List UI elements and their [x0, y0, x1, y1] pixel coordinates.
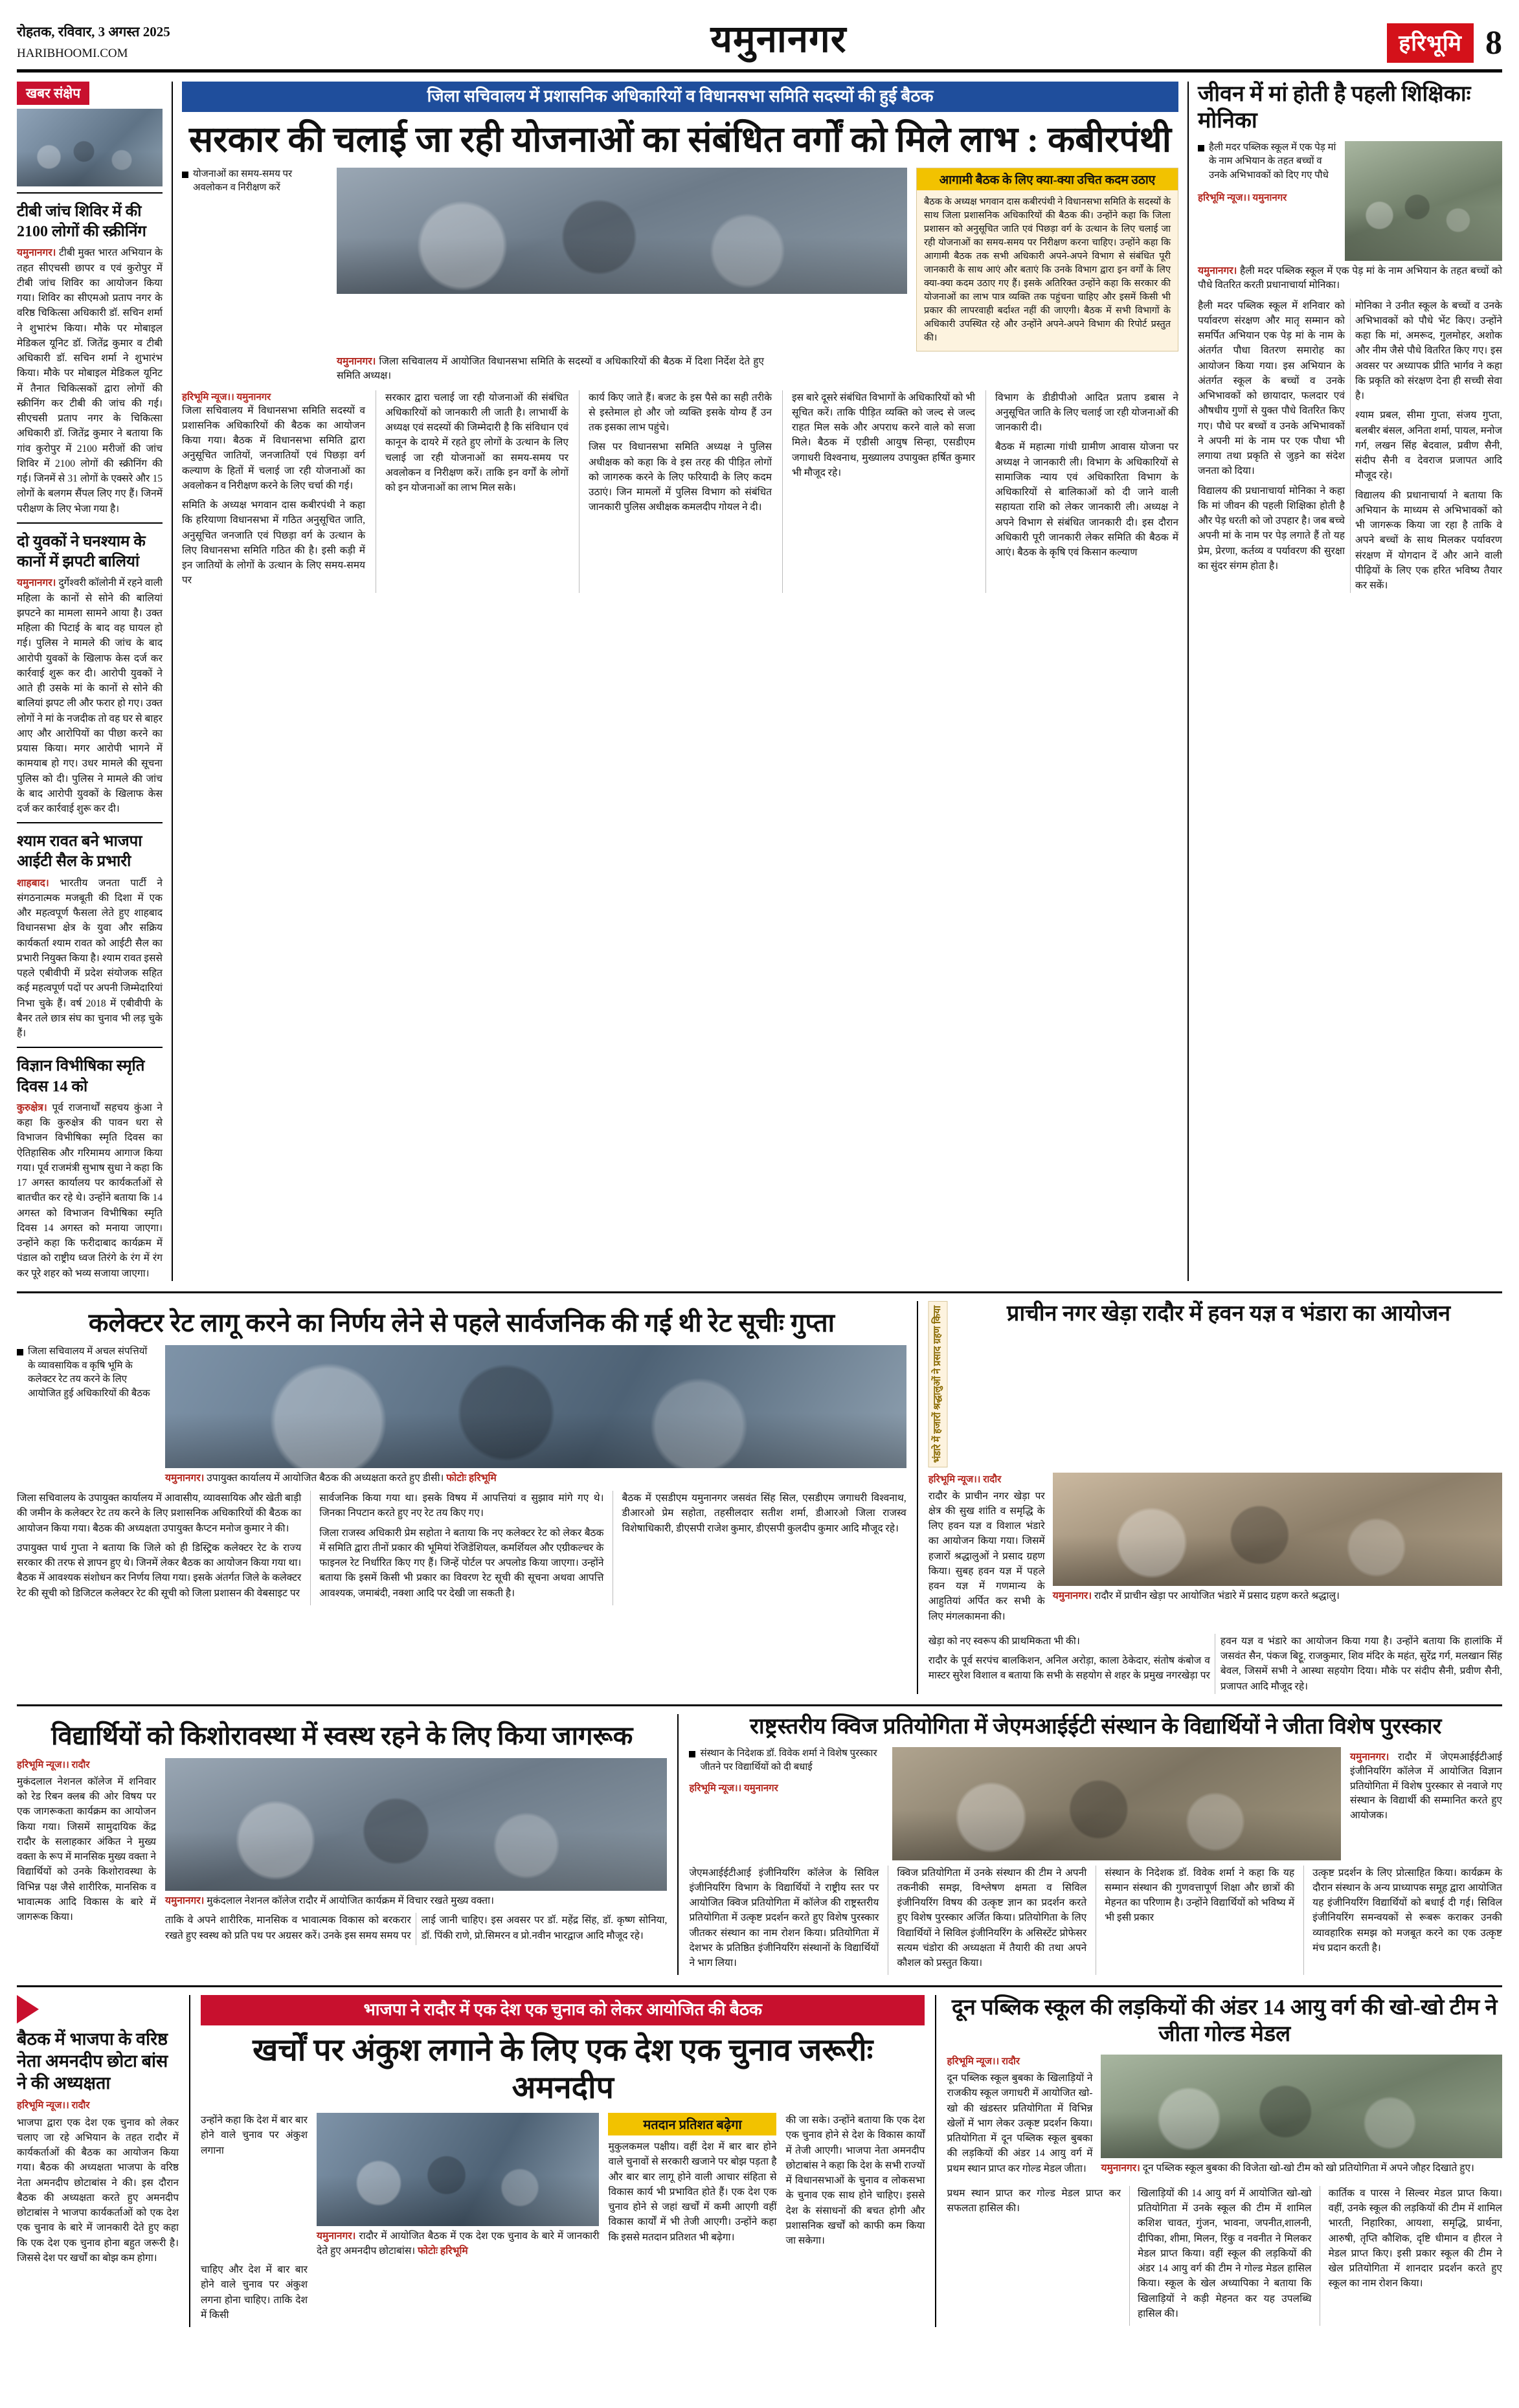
- right-dateline: हरिभूमि न्यूज।। यमुनानगर: [1198, 192, 1287, 203]
- right-photo-caption: [1198, 261, 1502, 293]
- lead-text: [589, 390, 772, 515]
- kho-dateline: हरिभूमि न्यूज।। रादौर: [947, 2057, 1020, 2068]
- quiz-col-2: [888, 1866, 1086, 1976]
- masthead-left: [17, 22, 170, 63]
- bottom-band: [17, 1995, 1502, 2327]
- right-bullet-text: हैली मदर पब्लिक स्कूल में एक पेड़ मां के नाम अभियान के तहत बच्चों व उनके अभिभावकों को दिए गए पौधे: [1209, 142, 1336, 181]
- health-left: [17, 1758, 156, 1930]
- paragraph: कार्तिक व पारस ने सिल्वर मेडल प्राप्त किया। वहीं, उनके स्कूल की लड़कियों की टीम में शामिल भारती, निहारिका, आयशा, समृद्धि, प्रार्थना, आरुषी, तृप्ति कौशिक, दृष्टि धीमान व हीरल ने मेडल प्राप्त किए। इसी प्रकार स्कूल की टीम ने खेल प्रतियोगिता में शानदार प्रदर्शन करते हुए स्कूल का नाम रोशन किया।: [1328, 2187, 1502, 2290]
- paragraph: क्विज प्रतियोगिता में उनके संस्थान की टीम ने अपनी तकनीकी समझ, विश्लेषण क्षमता व सिविल इंजीनियरिंग विषय की उत्कृष्ट ज्ञान का प्रदर्शन करते हुए विशेष पुरस्कार अर्जित किया। प्रतियोगिता के लिए विद्यार्थियों ने सिविल इंजीनियरिंग के असिस्टेंट प्रोफेसर सत्यम चंडोरा की अध्यक्षता में तैयारी की तथा अपने कौशल को प्रस्तुत किया।: [897, 1867, 1087, 1969]
- bjp-banner: भाजपा ने रादौर में एक देश एक चुनाव को लेकर आयोजित की बैठक: [201, 1995, 925, 2025]
- section-divider: [17, 1704, 1502, 1706]
- hawan-left: [928, 1473, 1045, 1629]
- quiz-top-row: [689, 1747, 1502, 1860]
- lead-col-3: [579, 390, 772, 593]
- collector-bullet-wrap: [17, 1345, 156, 1401]
- paragraph: जेएमआईईटीआई इंजीनियरिंग कॉलेज के सिविल इंजीनियरिंग विभाग के विद्यार्थियों ने राष्ट्रीय स्तर पर आयोजित क्विज प्रतियोगिता में कॉलेज की राष्ट्रस्तरीय प्रतियोगिता में उत्कृष्ट प्रदर्शन करते हुए विशेष पुरस्कार जीतकर संस्थान का नाम रोशन किया। प्रतियोगिता में देशभर के प्रतिष्ठित इंजीनियरिंग संस्थानों के विद्यार्थियों ने भाग लिया।: [689, 1867, 879, 1969]
- hawan-text: [928, 1634, 1502, 1694]
- page-number: 8: [1485, 25, 1502, 61]
- lead-photo-wrap: [337, 168, 907, 294]
- website-url: HARIBHOOMI.COM: [17, 46, 128, 60]
- paragraph: प्रथम स्थान प्राप्त कर गोल्ड मेडल प्राप्त कर सफलता हासिल की।: [947, 2187, 1121, 2214]
- paragraph: बैठक में एसडीएम यमुनानगर जसवंत सिंह सिल, एसडीएम जगाधरी विश्वनाथ, डीआरओ प्रेम सहोता, तहसीलदार सतीश शर्मा, डीआरओ जिला राजस्व विशेषाधिकारी, डीएसपी राजेश कुमार, डीएसपी कुलदीप कुमार आदि मौजूद रहे।: [622, 1493, 906, 1534]
- hawan-photo-wrap: [1053, 1473, 1502, 1603]
- lead-kicker: जिला सचिवालय में प्रशासनिक अधिकारियों व विधानसभा समिति सदस्यों की हुई बैठक: [182, 82, 1178, 112]
- paragraph: विद्यालय की प्रधानाचार्या ने बताया कि अभियान के माध्यम से अभिभावकों को भी जागरूक किया जा रहा है ताकि वे अपने बच्चों के साथ मिलकर पर्यावरण संरक्षण में योगदान दें और आने वाली पीढ़ियों के लिए एक हरित भविष्य तैयार कर सकें।: [1355, 489, 1502, 592]
- bjp-sidehead: बैठक में भाजपा के वरिष्ठ नेता अमनदीप छोटा बांस ने की अध्यक्षता: [17, 2029, 168, 2093]
- bjp-flag: [17, 1995, 179, 2023]
- kho-row: [947, 2055, 1502, 2181]
- kho-col-1: [947, 2071, 1092, 2176]
- collector-body-columns: [17, 1491, 906, 1605]
- caption-source: यमुनानगर।: [165, 1895, 205, 1906]
- sidebox-body: बैठक के अध्यक्ष भगवान दास कबीरपंथी ने विधानसभा समिति के सदस्यों के साथ जिला प्रशासनिक अधिकारियों की बैठक की। उन्होंने कहा कि जिला प्रशासन को अनुसूचित जाति एवं पिछड़ा वर्ग के उत्थान के लिए चलाई जा रही योजनाओं का समय-समय पर निरीक्षण करना चाहिए। उन्होंने कहा कि आगामी बैठक तक सभी अधिकारी अपने-अपने विभाग से संबंधित पूरी जानकारी के साथ आएं और बताएं कि उनके विभाग द्वारा इन वर्गों के लिए क्या-क्या कदम उठाए गए हैं। इसके अतिरिक्त उन्होंने कहा कि सरकार की योजनाओं का लाभ पात्र व्यक्ति तक पहुंचना चाहिए और इसमें किसी भी प्रकार की लापरवाही बर्दाश्त नहीं की जाएगी। बैठक में सभी विभागों के अधिकारी उपस्थित रहे और उन्होंने अपने-अपने विभाग की रिपोर्ट प्रस्तुत की।: [924, 196, 1171, 343]
- health-dateline: हरिभूमि न्यूज।। रादौर: [17, 1759, 90, 1770]
- paragraph: रादौर के प्राचीन नगर खेड़ा पर क्षेत्र की सुख शांति व समृद्धि के लिए हवन यज्ञ व विशाल भंडारे का आयोजन किया गया। जिसमें हजारों श्रद्धालुओं ने प्रसाद ग्रहण किया। सुबह हवन यज्ञ में पहले हवन यज्ञ में गणमान्य के आहुतियां अर्पित कर सभी के लिए मंगलकामना की।: [928, 1490, 1045, 1622]
- bjp-box-wrap: [608, 2113, 776, 2249]
- bullet-square-icon: [17, 1349, 23, 1355]
- paragraph: विद्यालय की प्रधानाचार्या मोनिका ने कहा कि मां जीवन की पहली शिक्षिका होती है और पेड़ धरती को जो उपहार है। जब बच्चे अपनी मां के नाम पर पेड़ लगाते हैं तो यह प्रेम, प्रेरणा, कर्तव्य व पर्यावरण की सुरक्षा का सुंदर संगम होता है।: [1198, 485, 1345, 572]
- bjp-row: [201, 2113, 925, 2258]
- paragraph: इस बारे दूसरे संबंधित विभागों के अधिकारियों को भी सूचित करें। ताकि पीड़ित व्यक्ति को जल्द से जल्द राहत मिल सके और अपराध करने वाले को सजा मिले। बैठक में एडीसी आयुष सिन्हा, एसडीएम जगाधरी विश्वनाथ, मुख्यालय उपायुक्त हर्षित कुमार भी मौजूद रहे।: [792, 392, 975, 478]
- hawan-photo: [1053, 1473, 1502, 1586]
- lead-text: [385, 390, 568, 496]
- paragraph: सार्वजनिक किया गया था। इसके विषय में आपत्तियां व सुझाव मांगे गए थे। जिनका निपटान करते हुए नए रेट तय किए गए।: [319, 1493, 604, 1519]
- health-photo: [165, 1758, 667, 1891]
- health-row: [17, 1758, 667, 1945]
- story-collector: [17, 1301, 906, 1694]
- caption-source: यमुनानगर।: [1350, 1751, 1390, 1763]
- caption-text: मुकंदलाल नेशनल कॉलेज रादौर में आयोजित कार्यक्रम में विचार रखते मुख्य वक्ता।: [207, 1895, 494, 1906]
- brief-body: [17, 245, 163, 517]
- lead-bullet-text: योजनाओं का समय-समय पर अवलोकन व निरीक्षण करें: [193, 168, 293, 194]
- lead-text: [792, 390, 975, 481]
- paragraph: ताकि वे अपने शारीरिक, मानसिक व भावात्मक विकास को बरकरार रखते हुए स्वस्थ को प्रति पथ पर अग्रसर करें। उनके इस समय समय पर लाई जानी चाहिए। इस अवसर पर डॉ. महेंद्र सिंह, डॉ. कृष्ण सोनिया, डॉ. पिंकी राणे, प्रो.सिमरन व प्रो.नवीन भारद्वाज आदि मौजूद रहे।: [165, 1915, 668, 1941]
- story-health: [17, 1714, 667, 1976]
- lead-sidebox: [916, 168, 1178, 351]
- paragraph: दून पब्लिक स्कूल बुबका के खिलाड़ियों ने राजकीय स्कूल जगाधरी में आयोजित खो-खो की खंडस्तर प्रतियोगिता में विभिन्न खेलों में भाग लेकर उत्कृष्ट प्रदर्शन किया। प्रतियोगिता में दून पब्लिक स्कूल बुबका की लड़कियों की अंडर 14 आयु वर्ग में प्रथम स्थान प्राप्त कर गोल्ड मेडल जीता।: [947, 2073, 1093, 2174]
- caption-source: यमुनानगर।: [1052, 1590, 1092, 1601]
- quiz-bullet-text: संस्थान के निदेशक डॉ. विवेक शर्मा ने विशेष पुरस्कार जीतने पर विद्यार्थियों को दी बधाई: [700, 1748, 877, 1773]
- caption-text: रादौर में आयोजित बैठक में एक देश एक चुनाव के बारे में जानकारी देते हुए अमनदीप छोटाबांस।: [317, 2231, 600, 2257]
- paragraph: जिस पर विधानसभा समिति अध्यक्ष ने पुलिस अधीक्षक को कहा कि वे इस तरह की पीड़ित लोगों को जागरुक करने के लिए फरियादी के लिए कदम उठाएं। जिन मामलों में पुलिस विभाग को संबंधित जानकारी पुलिस अधीक्षक कमलदीप गोयल ने दी।: [589, 441, 772, 513]
- paragraph: जिला राजस्व अधिकारी प्रेम सहोता ने बताया कि नए कलेक्टर रेट को लेकर बैठक में समिति द्वारा तीनों प्रकार की भूमियां रेजिडेंशियल, कमर्शियल और एग्रीकल्चर के फाइनल रेट निर्धारित किए गए हैं। जिन्हें पोर्टल पर अपलोड किया जाएगा। उन्होंने बताया कि इसमें किसी भी प्रकार का विवरण रेट सूची की सूचना अथवा आपत्ति आवश्यक, जमाबंदी, नक्शा आदि पर देखी जा सकती है।: [319, 1527, 604, 1599]
- brief-headline: दो युवकों ने घनश्याम के कानों में झपटी बालियां: [17, 533, 146, 571]
- caption-source: यमुनानगर।: [165, 1472, 205, 1484]
- paragraph: खिलाड़ियों की 14 आयु वर्ग में आयोजित खो-खो प्रतियोगिता में उनके स्कूल की टीम में शामिल कशिश चावत, गुंजन, भावना, जपनीत,शालनी, दीपिका, शीमा, मिलन, रिंकु व नवनीत ने मिलकर मेडल प्राप्त किया। वहीं स्कूल की लड़कियों की अंडर 14 आयु वर्ग की टीम ने गोल्ड मेडल हासिल किया। स्कूल के खेल अध्यापिका ने बताया कि खिलाड़ियों ने कड़ी मेहनत कर यह उपलब्धि हासिल की।: [1137, 2187, 1312, 2319]
- caption-text: रादौर में प्राचीन खेड़ा पर आयोजित भंडारे में प्रसाद ग्रहण करते श्रद्धालु।: [1094, 1590, 1340, 1601]
- brief-dateline: शाहबाद।: [17, 877, 49, 889]
- section-tag: खबर संक्षेप: [17, 82, 89, 105]
- right-photo-wrap: [1345, 141, 1502, 261]
- bjp-col-5: [201, 2262, 308, 2327]
- health-text: [165, 1913, 667, 1945]
- quiz-col-3: [1096, 1866, 1294, 1976]
- hawan-col-1: [928, 1489, 1045, 1624]
- lead-photo-caption: [337, 351, 764, 384]
- right-bullet: [1198, 141, 1337, 183]
- caption-text: दून पब्लिक स्कूल बुबका की विजेता खो-खो टीम को खो प्रतियोगिता में अपने जौहर दिखाते हुए।: [1142, 2163, 1474, 2174]
- hawan-row: [928, 1473, 1502, 1629]
- bjp-box-body: [608, 2139, 776, 2245]
- lead-col-5: [985, 390, 1178, 593]
- brief-body: [17, 575, 163, 816]
- middle-band: [17, 1301, 1502, 1694]
- khabar-sankshep-column: [17, 82, 163, 1281]
- quiz-photo-caption: [1350, 1747, 1502, 1823]
- bjp-dateline: हरिभूमि न्यूज।। रादौर: [17, 2100, 90, 2111]
- brief-item: [17, 1047, 163, 1280]
- lead-col-1: [182, 390, 365, 593]
- hawan-headline: प्राचीन नगर खेड़ा रादौर में हवन यज्ञ व भंडारा का आयोजन: [1007, 1301, 1451, 1326]
- lead-top-row: [182, 168, 1178, 351]
- lead-text: [995, 390, 1178, 561]
- paragraph: उन्होंने कहा कि देश में बार बार होने वाले चुनाव पर अंकुश लगाना: [201, 2115, 308, 2156]
- caption-text: हैली मदर पब्लिक स्कूल में एक पेड़ मां के नाम अभियान के तहत बच्चों को पौधे वितरित करती प्रधानाचार्या मोनिका।: [1198, 265, 1502, 291]
- brief-body: [17, 1100, 163, 1281]
- right-story: [1187, 82, 1502, 1281]
- collector-bullet-text: जिला सचिवालय में अचल संपत्तियों के व्यावसायिक व कृषि भूमि के कलेक्टर रेट तय करने के लिए आयोजित हुई अधिकारियों की बैठक: [28, 1346, 150, 1399]
- paragraph: उपायुक्त पार्थ गुप्ता ने बताया कि जिले को ही डिस्ट्रिक कलेक्टर रेट के राज्य सरकार की तरफ से ज्ञापन हुए थे। जिनमें लेकर बैठक का आयोजन किया गया था। बैठक में आवश्यक संशोधन कर निर्णय लिया गया। इसके अंतर्गत जिले के कलेक्टर रेट की सूची को डिजिटल कलेक्टर रेट की सूची को जिला प्रशासन की वेबसाइट पर: [17, 1542, 302, 1599]
- third-band: [17, 1714, 1502, 1976]
- quiz-col-1: [689, 1866, 879, 1976]
- hawan-head-row: [928, 1301, 1502, 1467]
- caption-text: जिला सचिवालय में आयोजित विधानसभा समिति के सदस्यों व अधिकारियों की बैठक में दिशा निर्देश देते हुए समिति अध्यक्ष।: [337, 355, 765, 382]
- bjp-headline: खर्चों पर अंकुश लगाने के लिए एक देश एक चुनाव जरूरीः अमनदीप: [253, 2033, 873, 2105]
- paragraph: रादौर के पूर्व सरपंच बालकिशन, अनिल अरोड़ा, काला ठेकेदार, संतोष कंबोज व मास्टर सुरेश विशाल व बताया कि सभी के सहयोग से शहर के प्रमुख नगरखेड़ा पर हवन यज्ञ व भंडारे का आयोजन किया गया है। उन्होंने बताया कि हालांकि में जसवंत सैन, पंकज बिट्टू, राजकुमार, शिव मंदिर के महंत, सुरेंद्र गर्ग, मलखान सिंह बेवल, जिसमें सभी ने आस्था सहयोग दिया। मौके पर संदीप सैनी, प्रवीण सैनी, प्रजापत आदि मौजूद रहे।: [928, 1635, 1502, 1692]
- collector-photo-caption: [165, 1468, 906, 1486]
- page-title: यमुनानगर: [710, 18, 847, 60]
- health-photo-wrap: [165, 1758, 667, 1945]
- brief-text: टीबी मुक्त भारत अभियान के तहत सीएचसी छापर व एवं कुरोपुर में टीबी जांच शिविर का आयोजन किया गया। शिविर का सीएमओ प्रताप नगर के वरिष्ठ चिकित्सा अधिकारी डॉ. सचिन शर्मा ने शुभारंभ किया। मौके पर मोबाइल मेडिकल यूनिट डॉ. जितेंद्र कुमार व टीबी अधिकारी डॉ. सचिन शर्मा ने शुभारंभ किया। मौके पर मोबाइल मेडिकल यूनिट में तैनात चिकित्सकों द्वारा लोगों की स्क्रीनिंग कर टीबी की जांच की गई। सीएचसी प्रताप नगर के चिकित्सा अधिकारी डॉ. जितेंद्र कुमार ने बताया कि गांव कुरोपुर में 2100 मरीजों की जांच शिविर में 2100 लोगों की स्क्रीनिंग की गई। जिनमें से 31 लोगों के एक्सरे और 15 लोगों के बलगम सैंपल लिए गए हैं। जिनमें परीक्षण के लिए भेजा गया है।: [17, 247, 163, 515]
- kho-col-4: [1320, 2186, 1502, 2326]
- collector-photo-wrap: [165, 1345, 906, 1486]
- paragraph: श्याम प्रबल, सीमा गुप्ता, संजय गुप्ता, बलबीर बंसल, अनिता शर्मा, पायल, मनोज गर्ग, लखन सिंह बेदवाल, प्रवीण सैनी, संदीप सैनी व देवराज प्रजापत आदि मौजूद रहे।: [1355, 410, 1502, 482]
- collector-col-2: [310, 1491, 603, 1605]
- quiz-body-columns: [689, 1866, 1502, 1976]
- paragraph: उत्कृष्ट प्रदर्शन के लिए प्रोत्साहित किया। कार्यक्रम के दौरान संस्थान के अन्य प्राध्यापक समूह द्वारा आयोजित यह इंजीनियरिंग विद्यार्थियों को बधाई दी गई। सिविल इंजीनियरिंग समन्वयकों से रूबरू कराकर उनकी व्यावहारिक समझ को मजबूत करने का एक उत्कृष्ट मंच प्रदान करती है।: [1312, 1867, 1502, 1954]
- bjp-photo-wrap: [317, 2113, 599, 2258]
- right-photo: [1345, 141, 1502, 261]
- right-text: [1198, 298, 1502, 594]
- brief-dateline: कुरुक्षेत्र।: [17, 1102, 47, 1113]
- caption-source: यमुनानगर।: [1198, 265, 1237, 276]
- quiz-bullet-wrap: [689, 1747, 883, 1795]
- story-bjp: [189, 1995, 925, 2327]
- bjp-photo: [317, 2113, 599, 2226]
- quiz-photo-wrap: [892, 1747, 1341, 1860]
- paragraph: भाजपा द्वारा एक देश एक चुनाव को लेकर चलाए जा रहे अभियान के तहत रादौर में कार्यकर्ताओं की बैठक का आयोजन किया गया। बैठक की अध्यक्षता भाजपा के वरिष्ठ नेता अमनदीप छोटाबांस ने की। इस दौरान बैठक की अध्यक्षता करते हुए अमनदीप छोटाबांस ने भाजपा कार्यकर्ताओं को एक देश एक चुनाव के बारे में जानकारी देते हुए कहा कि एक देश एक चुनाव होना बहुत जरूरी है। जिससे देश पर खर्चों का बोझ कम होगा।: [17, 2117, 179, 2264]
- right-bullet-wrap: [1198, 141, 1337, 204]
- sidebox-title: आगामी बैठक के लिए क्या-क्या उचित कदम उठाए: [917, 168, 1178, 190]
- story-kho: [935, 1995, 1502, 2327]
- paragraph: हैली मदर पब्लिक स्कूल में शनिवार को पर्यावरण संरक्षण और मातृ सम्मान को समर्पित अभियान एक पेड़ मां के नाम के अंतर्गत पौधा वितरण समारोह का आयोजन किया गया। इस अभियान के अंतर्गत स्कूल के बच्चों व उनके अभिभावकों को छायादार, फलदार एवं औषधीय गुणों से युक्त पौधे वितरित किए गए। पौधे पर बच्चों व उनके अभिभावकों ने अपनी मां के नाम पर एक पौधा भी लगाया तथा प्रकृति से जुड़ने का संदेश जनता को दिया।: [1198, 300, 1345, 477]
- lead-sidebox-wrap: [916, 168, 1178, 351]
- lead-body-columns: [182, 390, 1178, 593]
- kho-left: [947, 2055, 1092, 2181]
- paragraph: जिला सचिवालय में विधानसभा समिति सदस्यों व प्रशासनिक अधिकारियों की बैठक का आयोजन किया गया। बैठक में विधानसभा समिति द्वारा अनुसूचित जातियों, जनजातियों एवं पिछड़ा वर्ग कल्याण के हितों में चलाई जा रही योजनाओं का अवलोकन व निरीक्षण करने के लिए चर्चा की गई।: [182, 405, 365, 491]
- photo-credit: फोटोः हरिभूमि: [446, 1472, 497, 1484]
- kho-col-3: [1129, 2186, 1312, 2326]
- top-section: [17, 82, 1502, 1281]
- hawan-body: [928, 1634, 1502, 1694]
- lead-story: [172, 82, 1178, 1281]
- lead-headline: सरकार की चलाई जा रही योजनाओं का संबंधित वर्गों को मिले लाभ : कबीरपंथी: [188, 119, 1171, 159]
- paragraph: सरकार द्वारा चलाई जा रही योजनाओं की संबंधित अधिकारियों को जानकारी ली जाती है। लाभार्थी के अध्यक्ष एवं सदस्यों की जिम्मेदारी है कि संविधान एवं कानून के दायरे में रहते हुए लोगों के उत्थान के लिए चलाई जा रही योजनाओं का समय-समय पर अवलोकन व निरीक्षण करें। ताकि इन वर्गों के लोगों को इन योजनाओं का लाभ मिल सके।: [385, 392, 568, 494]
- collector-photo: [165, 1345, 906, 1468]
- quiz-dateline: हरिभूमि न्यूज।। यमुनानगर: [689, 1783, 778, 1794]
- collector-headline: कलेक्टर रेट लागू करने का निर्णय लेने से पहले सार्वजनिक की गई थी रेट सूचीः गुप्ता: [88, 1308, 835, 1337]
- bjp-col-4: [785, 2113, 925, 2253]
- right-top-row: [1198, 141, 1502, 261]
- collector-col-1: [17, 1491, 301, 1605]
- paragraph: की जा सके। उन्होंने बताया कि एक देश एक चुनाव होने से देश के विकास कार्यों में तेजी आएगी। भाजपा नेता अमनदीप छोटाबांस ने कहा कि देश के सभी राज्यों में विधानसभाओं के चुनाव व लोकसभा के चुनाव एक साथ होने चाहिए। इससे देश के संसाधनों की बचत होगी और प्रशासनिक खर्चों को काफी कम किया जा सकेगा।: [785, 2115, 925, 2247]
- lead-photo: [337, 168, 907, 294]
- health-col-1: [17, 1774, 156, 1925]
- paragraph: खेड़ा को नए स्वरूप की प्राथमिकता भी की।: [928, 1635, 1080, 1647]
- paragraph: कार्य किए जाते हैं। बजट के इस पैसे का सही तरीके से इस्तेमाल हो और जो व्यक्ति इसके योग्य हैं उन तक इसका लाभ पहुंचे।: [589, 392, 772, 434]
- lead-col-4: [782, 390, 975, 593]
- bjp-col-1: [201, 2113, 308, 2163]
- story-quiz: [677, 1714, 1502, 1976]
- paragraph: मोनिका ने उनीत स्कूल के बच्चों व उनके अभिभावकों को पौधे भेंट किए। उन्होंने कहा कि मां, अमरूद, गुलमोहर, अशोक और नीम जैसे पौधे वितरित किए गए। इस अवसर पर अध्यापक प्रीति भार्गव ने कहा कि प्रकृति को संरक्षण देना ही सच्ची सेवा है।: [1355, 300, 1502, 402]
- paragraph: जिला सचिवालय के उपायुक्त कार्यालय में आवासीय, व्यावसायिक और खेती बाड़ी की जमीन के कलेक्टर रेट तय करने के लिए प्रशासनिक अधिकारियों की बैठक का आयोजन किया गया। बैठक की अध्यक्षता उपायुक्त कैप्टन मनोज कुमार ने की।: [17, 1493, 302, 1534]
- caption-source: यमुनानगर।: [1101, 2163, 1140, 2174]
- bullet-square-icon: [1198, 145, 1204, 151]
- brief-dateline: यमुनानगर।: [17, 577, 56, 589]
- kho-headline: दून पब्लिक स्कूल की लड़कियों की अंडर 14 आयु वर्ग की खो-खो टीम ने जीता गोल्ड मेडल: [951, 1996, 1498, 2047]
- brief-body: [17, 876, 163, 1042]
- kho-body-columns: [947, 2186, 1502, 2326]
- health-headline: विद्यार्थियों को किशोरावस्था में स्वस्थ रहने के लिए किया जागरूक: [51, 1721, 633, 1750]
- bjp-photo-caption: [317, 2226, 599, 2258]
- lead-bullet-wrap: [182, 168, 328, 196]
- paragraph: बैठक में महात्मा गांधी ग्रामीण आवास योजना पर अध्यक्ष ने जानकारी ली। विभाग के अधिकारियों से सामाजिक न्याय एवं अधिकारिता विभाग के अधिकारियों से बालिकाओं को दी जाने वाली सहायता राशि को लेकर जानकारी ली। अध्यक्ष ने अपने विभाग से संबंधित जानकारी दी। इस दौरान अधिकारी पूरी जानकारी लेकर समिति की बैठक में आएं। बैठक के कृषि एवं किसान कल्याण: [995, 441, 1178, 559]
- health-photo-caption: [165, 1891, 667, 1908]
- lead-dateline: हरिभूमि न्यूज।। यमुनानगर: [182, 392, 271, 403]
- masthead-right: [1387, 23, 1502, 63]
- right-headline: जीवन में मां होती है पहली शिक्षिकाः मोनिका: [1198, 82, 1471, 133]
- photo-credit: फोटोः हरिभूमि: [418, 2245, 468, 2257]
- collector-bullet: [17, 1345, 156, 1401]
- brief-headline: टीबी जांच शिविर में की 2100 लोगों की स्क्रीनिंग: [17, 203, 146, 241]
- paragraph: संस्थान के निदेशक डॉ. विवेक शर्मा ने कहा कि यह सम्मान संस्थान की गुणवत्तापूर्ण शिक्षा और छात्रों की मेहनत का परिणाम है। उन्होंने विद्यार्थियों को भविष्य में भी इसी प्रकार: [1105, 1867, 1295, 1924]
- lead-col-2: [376, 390, 568, 593]
- paragraph: विभाग के डीडीपीओ आदित प्रताप डबास ने अनुसूचित जाति के लिए चलाई जा रही योजनाओं की जानकारी दी।: [995, 392, 1178, 434]
- paragraph: मुकंदलाल नेशनल कॉलेज में शनिवार को रेड रिबन क्लब की ओर विषय पर एक जागरूकता कार्यक्रम का आयोजन किया गया। जिसमें सामुदायिक केंद्र रादौर के सलाहकार अंकित ने मुख्य वक्ता के रूप में मानसिक मुख्य वक्ता ने विद्यार्थियों को उनके किशोरावस्था के विभिन्न पक्ष जैसे शारीरिक, मानसिक व भावात्मक आदि विकास के बारे में जागरूक किया।: [17, 1776, 156, 1923]
- brief-dateline: यमुनानगर।: [17, 247, 56, 259]
- paragraph: मुकुलकमल पक्षीय। वहीं देश में बार बार होने वाले चुनावों से सरकारी खजाने पर बोझ पड़ता है और बार बार लागू होने वाली आचार संहिता से विकास कार्य भी प्रभावित होते हैं। एक देश एक चुनाव होने से जहां खर्चों में कमी आएगी वहीं विकास कार्यों में भी तेजी आएगी। उन्होंने कहा कि इससे मतदान प्रतिशत भी बढ़ेगा।: [608, 2141, 777, 2243]
- story-hawan: [917, 1301, 1502, 1694]
- haribhoomi-logo: हरिभूमि: [1387, 23, 1474, 63]
- bjp-bottom-row: [201, 2262, 925, 2327]
- khabar-photo: [17, 109, 163, 186]
- hawan-photo-caption: [1053, 1586, 1502, 1603]
- brief-headline: श्याम रावत बने भाजपा आईटी सैल के प्रभारी: [17, 833, 142, 871]
- caption-text: रादौर में जेएमआईईटीआई इंजीनियरिंग कॉलेज में आयोजित विज्ञान प्रतियोगिता में विशेष पुरस्कार से नवाजे गए संस्थान के विद्यार्थी की सम्मानित करते हुए आयोजक।: [1350, 1751, 1502, 1821]
- lead-bullet: [182, 168, 328, 196]
- kho-photo: [1101, 2055, 1502, 2158]
- paragraph: समिति के अध्यक्ष भगवान दास कबीरपंथी ने कहा कि हरियाणा विधानसभा में गठित अनुसूचित जाति, अनुसूचित जनजाति एवं पिछड़ा वर्ग के उत्थान के लिए विधानसभा समिति गठित की है। इसी कड़ी में इन जातियों के लोगों के उत्थान के लिए समय-समय पर: [182, 500, 365, 586]
- paragraph: चाहिए और देश में बार बार होने वाले चुनाव पर अंकुश लगना होना चाहिए। ताकि देश में किसी: [201, 2264, 308, 2321]
- health-body: [165, 1913, 667, 1945]
- brief-headline: विज्ञान विभीषिका स्मृति दिवस 14 को: [17, 1058, 145, 1095]
- quiz-col-4: [1303, 1866, 1502, 1976]
- caption-source: यमुनानगर।: [337, 355, 376, 367]
- quiz-headline: राष्ट्रस्तरीय क्विज प्रतियोगिता में जेएमआईईटी संस्थान के विद्यार्थियों ने जीता विशेष पुरस्कार: [750, 1714, 1442, 1739]
- lead-text: [182, 403, 365, 588]
- section-divider: [17, 1985, 1502, 1987]
- caption-source: यमुनानगर।: [317, 2231, 356, 2242]
- bjp-side-body: [17, 2115, 179, 2266]
- collector-top-row: [17, 1345, 906, 1486]
- brief-text: दुर्गेश्वरी कॉलोनी में रहने वाली महिला के कानों से सोने की बालियां झपटने का मामला सामने आया है। उक्त महिला की पिटाई के बाद वह घायल हो गई। पुलिस ने मामले की जांच के बाद आरोपी युवकों के खिलाफ केस दर्ज कर कार्रवाई शुरू कर दी। आरोपी युवकों ने आते ही उसके मां के कानों से सोने की बालियां झपट ली और फरार हो गए। उक्त लोगों ने मां के नजदीक तो वह घर से बाहर आए और आरोपियों का पीछा करने का प्रयास किया। मगर आरोपी भागने में कामयाब हो गए। उधर मामले की सूचना पुलिस को दी। पुलिस ने मामले की जांच के बाद आरोपी युवकों के खिलाफ केस दर्ज कर कार्रवाई शुरू कर दी।: [17, 577, 163, 814]
- kho-photo-wrap: [1101, 2055, 1502, 2176]
- hawan-dateline: हरिभूमि न्यूज।। रादौर: [928, 1474, 1002, 1485]
- caption-text: उपायुक्त कार्यालय में आयोजित बैठक की अध्यक्षता करते हुए डीसी।: [207, 1472, 444, 1484]
- khabar-tag-wrap: [17, 82, 163, 105]
- brief-item: [17, 522, 163, 816]
- collector-col-3: [613, 1491, 906, 1605]
- brief-item: [17, 822, 163, 1041]
- bullet-square-icon: [689, 1751, 695, 1757]
- arrow-icon: [17, 1995, 39, 2023]
- brief-text: भारतीय जनता पार्टी ने संगठनात्मक मजबूती की दिशा में एक और महत्वपूर्ण फैसला लेते हुए शाहबाद विधानसभा क्षेत्र के युवा और सक्रिय कार्यकर्ता श्याम रावत को आईटी सैल का प्रभारी नियुक्त किया है। श्याम रावत इससे पहले एबीवीपी में प्रदेश संयोजक सहित कई महत्वपूर्ण पदों पर अपनी जिम्मेदारियां निभा चुके हैं। वर्ष 2018 में एबीवीपी के बैनर तले छात्र संघ का चुनाव भी लड़ चुके हैं।: [17, 877, 163, 1040]
- quiz-photo: [892, 1747, 1341, 1860]
- bjp-box-title: मतदान प्रतिशत बढ़ेगा: [608, 2113, 776, 2135]
- hawan-sidetag: भंडारे में हजारों श्रद्धालुओं ने प्रसाद ग्रहण किया: [928, 1301, 948, 1467]
- bjp-sidebar: [17, 1995, 179, 2327]
- kho-photo-caption: [1101, 2158, 1502, 2176]
- masthead: [17, 12, 1502, 72]
- kho-col-2: [947, 2186, 1121, 2326]
- brief-text: पूर्व राजनार्थों सहचय कुंआ ने कहा कि कुरुक्षेत्र की पावन धरा से विभाजन विभीषिका स्मृति दिवस का ऐतिहासिक और गरिमामय आगाज किया गया। पूर्व राजमंत्री सुभाष सुधा ने कहा कि 17 अगस्त कार्यालय पर कार्यकर्ताओं से बातचीत कर रहे थे। उन्होंने बताया कि 14 अगस्त को विभाजन विभीषिका स्मृति दिवस 14 अगस्त को मनाया जाएगा। उन्होंने कहा कि फरीदाबाद कार्यक्रम में पंडाल को राष्ट्रीय ध्वज तिरंगे के रंग में रंग कर पूरे शहर को भव्य सजाया जाएगा।: [17, 1102, 163, 1279]
- bullet-square-icon: [182, 172, 188, 178]
- quiz-bullet: [689, 1747, 883, 1776]
- section-divider: [17, 1291, 1502, 1293]
- brief-item: [17, 192, 163, 517]
- dateline: रोहतक, रविवार, 3 अगस्त 2025: [17, 24, 170, 39]
- right-body: [1198, 298, 1502, 594]
